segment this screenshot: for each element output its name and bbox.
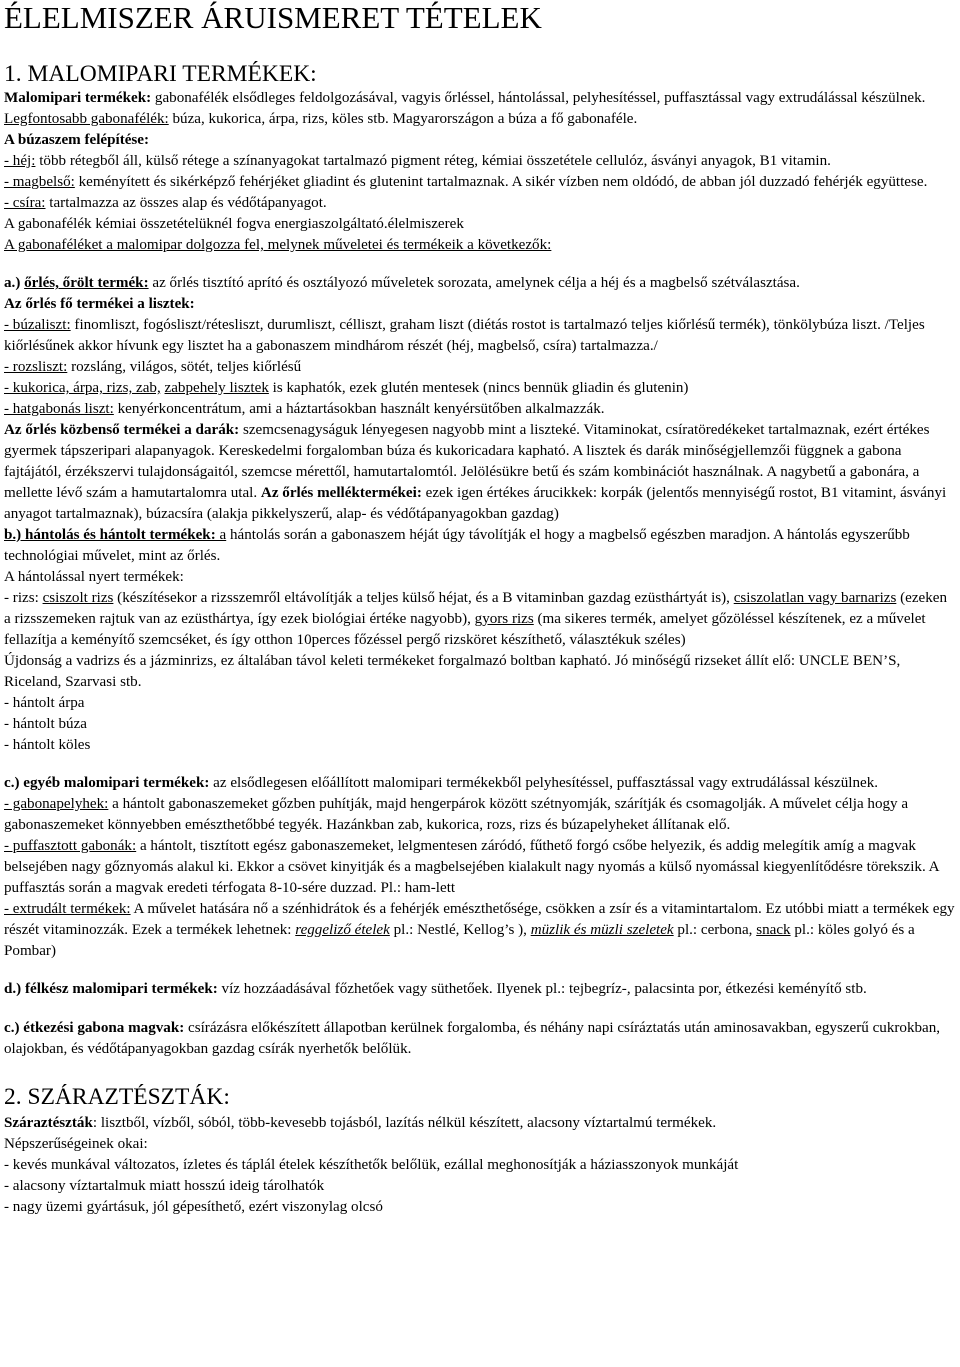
paragraph-hantolt-termekek: A hántolással nyert termékek:: [4, 569, 184, 585]
paragraph-csira: - csíra: tartalmazza az összes alap és védőtápanyagot.: [4, 195, 327, 211]
list-item: - nagy üzemi gyártásuk, jól gépesíthető, ezért viszonylag olcsó: [4, 1199, 383, 1215]
list-item: - alacsony víztartalmuk miatt hosszú ideig tárolhatók: [4, 1178, 325, 1194]
paragraph-puffasztott: - puffasztott gabonák: a hántolt, tisztított egész gabonaszemeket, lelgmentesen záródó, fűthető forgó csőbe helyezik, és addig melegítik amíg a magvak belsejében nagy gőznyomás alakul ki. Ekkor a csövet kinyitják és a magbelsejében kialakult nagy nyomás a külső nyomással kiegyenlítődésre törekszik. A puffasztás során a magvak eredeti térfogata 8-10-sére duzzad. Pl.: ham-lett: [4, 838, 939, 896]
subheading-lisztek: Az őrlés fő termékei a lisztek:: [4, 296, 195, 312]
document: [4, 0, 956, 1218]
paragraph-hej: - héj: több rétegből áll, külső rétege a színanyagokat tartalmazó pigment réteg, kémiai összetétele cellulóz, ásványi anyagok, B1 vitamin.: [4, 153, 831, 169]
paragraph-extrudalt: - extrudált termékek: A művelet hatására nő a szénhidrátok és a fehérjék emészthetősége, csökken a zsír és a vitamintartalom. Ez utóbbi miatt a termékek egy részét vitaminozzák. Ezek a termékek lehetnek: reggeliző ételek pl.: Nestlé, Kellog’s ), müzlik és müzli szeletek pl.: cerbona, snack pl.: köles golyó és a Pombar): [4, 901, 955, 959]
paragraph-hatgabonas: - hatgabonás liszt: kenyérkoncentrátum, ami a háztartásokban használt kenyérsütőben alkalmazzák.: [4, 401, 605, 417]
paragraph-darak: Az őrlés közbenső termékei a darák: szemcsenagyságuk lényegesen nagyobb mint a liszteké. Vitaminokat, csíratöredékeket tartalmaznak, ezért értékes gyermek tápszeripari alapanyagok. Kereskedelmi forgalomban búza és kukoricadara kapható. A lisztek és darák minőségjellemzői függnek a gabona fajtájától, érzékszervi tulajdonságaitól, szemcse mérettől, hamutartalomtól. Jelölésükre betű és szám kombinációt használnak. A nagybetű a gabonára, a mellette lévő szám a hamutartalomra utal. Az őrlés melléktermékei: ezek igen értékes árucikkek: korpák (jelentős mennyiségű rostot, B1 vitamint, ásványi anyagot tartalmaznak), búzacsíra (alakja pikkelyszerű, alap- és védőtápanyagokban gazdag): [4, 422, 947, 522]
paragraph-orles: a.) őrlés, őrölt termék: az őrlés tisztító aprító és osztályozó műveletek sorozata, amelynek célja a héj és a magbelső szétválasztása.: [4, 275, 800, 291]
list-item: - kevés munkával változatos, ízletes és táplál ételek készíthetők belőlük, ezállal meghonosítják a háziasszonyok munkáját: [4, 1157, 739, 1173]
paragraph-rizs: - rizs: csiszolt rizs (készítésekor a rizsszemről eltávolítják a teljes külső héjat, és a B vitaminban gazdag ezüsthártyát is), csiszolatlan vagy barnarizs (ezeken a rizsszemeken rajtuk van az ezüsthártya, így ezek biológiai értéke nagyobb), gyors rizs (ma sikeres termék, amelyet gőzöléssel készítenek, ez a művelet fellazítja a keményítő szemcséket, és így otthon 10perces főzéssel pergő rizsköret készíthető, választékuk széles): [4, 590, 948, 648]
paragraph-muveletek: A gabonaféléket a malomipar dolgozza fel, melynek műveletei és termékeik a következők:: [4, 237, 552, 253]
paragraph-ujdonsag: Újdonság a vadrizs és a jázminrizs, ez általában távol keleti termékeket forgalmazó boltban kapható. Jó minőségű rizseket állít elő: UNCLE BEN’S, Riceland, Szarvasi stb.: [4, 653, 901, 690]
paragraph-egyeb-termekek: c.) egyéb malomipari termékek: az elsődlegesen előállított malomipari termékekből pelyhesítéssel, puffasztással vagy extrudálással készülnek.: [4, 775, 879, 791]
paragraph-hantolas: b.) hántolás és hántolt termékek: a hántolás során a gabonaszem héját úgy távolítják el hogy a magbelső egészben maradjon. A hántolás egyszerűbb technológiai művelet, mint az őrlés.: [4, 527, 910, 564]
paragraph-felkesz: d.) félkész malomipari termékek: víz hozzáadásával főzhetőek vagy süthetőek. Ilyenek pl.: tejbegríz-, palacsinta por, étkezési keményítő stb.: [4, 981, 867, 997]
paragraph-nepszeruseg: Népszerűségeinek okai:: [4, 1136, 148, 1152]
paragraph-kemiai: A gabonafélék kémiai összetételüknél fogva energiaszolgáltató.élelmiszerek: [4, 216, 464, 232]
term-label: Malomipari termékek:: [4, 90, 152, 106]
paragraph-egyeb-lisztek: - kukorica, árpa, rizs, zab, zabpehely lisztek is kaphatók, ezek glutén mentesek (nincs bennük gliadin és glutenin): [4, 380, 689, 396]
section-heading-malomipari: 1. MALOMIPARI TERMÉKEK:: [4, 61, 317, 87]
paragraph-gabonapelyhek: - gabonapelyhek: a hántolt gabonaszemeket gőzben puhítják, majd hengerpárok között szétnyomják, szárítják és csomagolják. A művelet célja hogy a gabonaszemeket könnyebben emészthetőbbé tegyék. Hazánkban zab, kukorica, rozs, rizs és búzapelyheket állítanak elő.: [4, 796, 909, 833]
document-title: ÉLELMISZER ÁRUISMERET TÉTELEK: [4, 0, 542, 35]
paragraph-rozsliszt: - rozsliszt: rozsláng, világos, sötét, teljes kiőrlésű: [4, 359, 302, 375]
paragraph-magbelso: - magbelső: keményített és sikérképző fehérjéket gliadint és glutenint tartalmaznak. A sikér vízben nem oldódó, de abban jól duzzadó fehérjék együttese.: [4, 174, 928, 190]
list-item: - hántolt búza: [4, 716, 87, 732]
paragraph-szaraztesztak: Száraztészták: lisztből, vízből, sóból, több-kevesebb tojásból, lazítás nélkül készített, alacsony víztartalmú termékek.: [4, 1115, 717, 1131]
paragraph-etkezesi-magvak: c.) étkezési gabona magvak: csírázásra előkészített állapotban kerülnek forgalomba, és néhány napi csíráztatás után aminosavakban, egyszerű cukrokban, olajokban, és védőtápanyagokban gazdag csírák nyerhetők belőlük.: [4, 1020, 941, 1057]
section-heading-szaraztesztak: 2. SZÁRAZTÉSZTÁK:: [4, 1084, 230, 1110]
paragraph-malomipari-intro: Malomipari termékek: gabonafélék elsődleges feldolgozásával, vagyis őrléssel, hántolással, pelyhesítéssel, puffasztással vagy extrudálással készülnek. Legfontosabb gabonafélék: búza, kukorica, árpa, rizs, köles stb. Magyarországon a búza a fő gabonaféle.: [4, 90, 926, 127]
list-item: - hántolt árpa: [4, 695, 85, 711]
list-item: - hántolt köles: [4, 737, 91, 753]
paragraph-buzaliszt: - búzaliszt: finomliszt, fogósliszt/rétesliszt, durumliszt, célliszt, graham liszt (diétás rostot is tartalmazó teljes kiőrlésű termék), tönkölybúza liszt. /Teljes kiőrlésűnek akkor hívunk egy lisztet ha a gabonaszem mindhárom részét (héj, magbelső, csíra) tartalmazza./: [4, 317, 925, 354]
subheading-buzaszem: A búzaszem felépítése:: [4, 132, 150, 148]
